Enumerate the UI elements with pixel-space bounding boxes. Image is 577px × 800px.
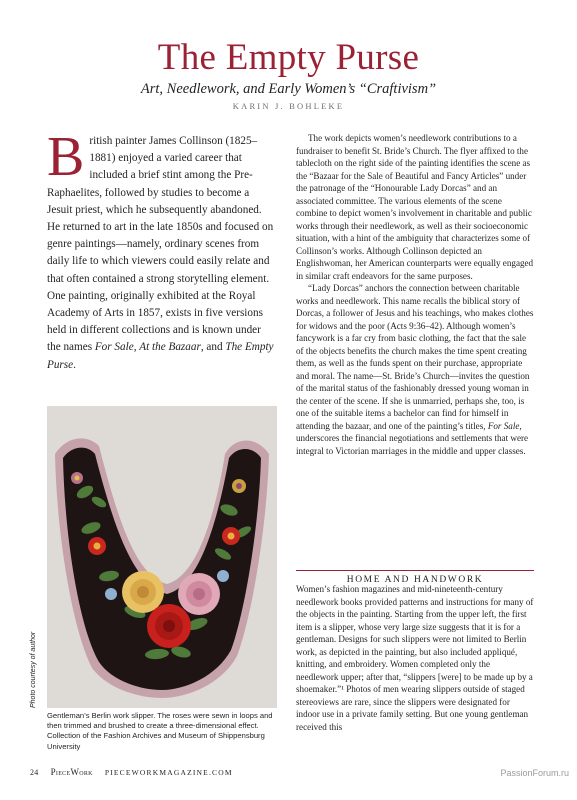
section-body — [296, 583, 534, 733]
page-number: 24 — [30, 768, 39, 777]
section-paragraph: Women’s fashion magazines and mid-nineteenth-century needlework books provided patterns and instructions for many of the objects in the painting. Starting from the upper left, the first item is a slipper, whose very large size suggests that it is for a gentleman. Designs for such slippers were not limited to Berlin work, as depicted in the painting, but also included appliqué, knitting, and embroidery. Women completed only the needlework upper; after that, “slippers [were] to be made up by a shoemaker.”¹ Photos of men wearing slippers outside of staged stereoviews are rare, since the slippers were designated for indoor use in a private family setting. But one young gentleman received this — [296, 584, 534, 732]
title-the-empty-purse: The Empty Purse — [47, 341, 274, 371]
berlin-work-slipper-image — [47, 406, 277, 708]
title-at-the-bazaar: At the Bazaar — [139, 341, 201, 354]
page-footer — [30, 767, 233, 777]
drop-cap: B — [47, 126, 85, 188]
author-byline: KARIN J. BOHLEKE — [232, 101, 345, 111]
right-column — [296, 132, 534, 457]
title-for-sale: For Sale — [94, 341, 134, 354]
section-heading: HOME AND HANDWORK — [296, 570, 534, 585]
photo-caption: Gentleman’s Berlin work slipper. The roses were sewn in loops and then trimmed and brushed to create a three-dimensional effect. Collection of the Fashion Archives and Museum of Shippensburg University — [47, 711, 273, 751]
watermark: PassionForum.ru — [500, 768, 569, 778]
intro-paragraph: British painter James Collinson (1825–1881) enjoyed a varied career that included a brief stint among the Pre-Raphaelites, followed by studies to become a Jesuit priest, which he subsequently abandoned. He returned to art in the late 1850s and focused on genre paintings—namely, ordinary scenes from daily life to which viewers could easily relate and that often contained a strong storytelling element. One painting, originally exhibited at the Royal Academy of Arts in 1857, exists in five versions held in different collections and is known under the names For Sale, At the Bazaar, and The Empty Purse. — [47, 126, 274, 371]
article-title: The Empty Purse — [157, 37, 420, 78]
article-subtitle: Art, Needlework, and Early Women’s “Craftivism” — [140, 81, 437, 97]
slipper-photo — [47, 406, 277, 708]
magazine-name: PieceWork — [50, 767, 93, 777]
body-paragraph-1: The work depicts women’s needlework contributions to a fundraiser to benefit St. Bride’s Church. The flyer affixed to the tablecloth on the right side of the painting identifies the scene as the “Bazaar for the Sale of Beautiful and Fancy Articles” under the patronage of the “Honourable Lady Dorcas” and an associated committee. The various elements of the scene combine to depict women’s involvement in charitable and public works through their needlework, as well as their socioeconomic situation, with a hint of the ambiguity that characterizes some of Collinson’s works. Although Collinson depicted an Englishwoman, her American counterparts were equally engaged in similar craft endeavors for the same purposes. — [296, 133, 534, 281]
magazine-website: PIECEWORKMAGAZINE.COM — [104, 768, 233, 777]
body-paragraph-2: “Lady Dorcas” anchors the connection between charitable works and needlework. This name recalls the biblical story of Dorcas, a follower of Jesus and his teachings, who makes clothes for widows and the poor (Acts 9:36–42). Although women’s fancywork is a far cry from basic clothing, the fact that the sale of the objects benefits the church makes the time spent creating them, as well as the funds spent on their purchase, appropriate and moral. The name—St. Bride’s Church—invites the question of the marital status of the fashionably dressed young woman in the center of the scene. If she is unmarried, perhaps she, too, is one of the suitable items a bachelor can find for himself in attending the bazaar, and one of the painting’s titles, For Sale, underscores the financial negotiations and settlements that were integral to Victorian marriages in the middle and upper classes. — [296, 283, 534, 456]
intro-lead-text: ritish painter James Collinson (1825–1881) enjoyed a varied career that included a brief stint among the Pre-Raphaelites, followed by studies to become a Jesuit priest, which he subsequently abandoned. He returned to art in the late 1850s and focused on genre paintings—namely, ordinary scenes from daily life to which viewers could easily relate and that often contained a strong storytelling element. One painting, originally exhibited at the Royal Academy of Arts in 1857, exists in five versions held in different collections and is known under the names — [47, 135, 274, 354]
